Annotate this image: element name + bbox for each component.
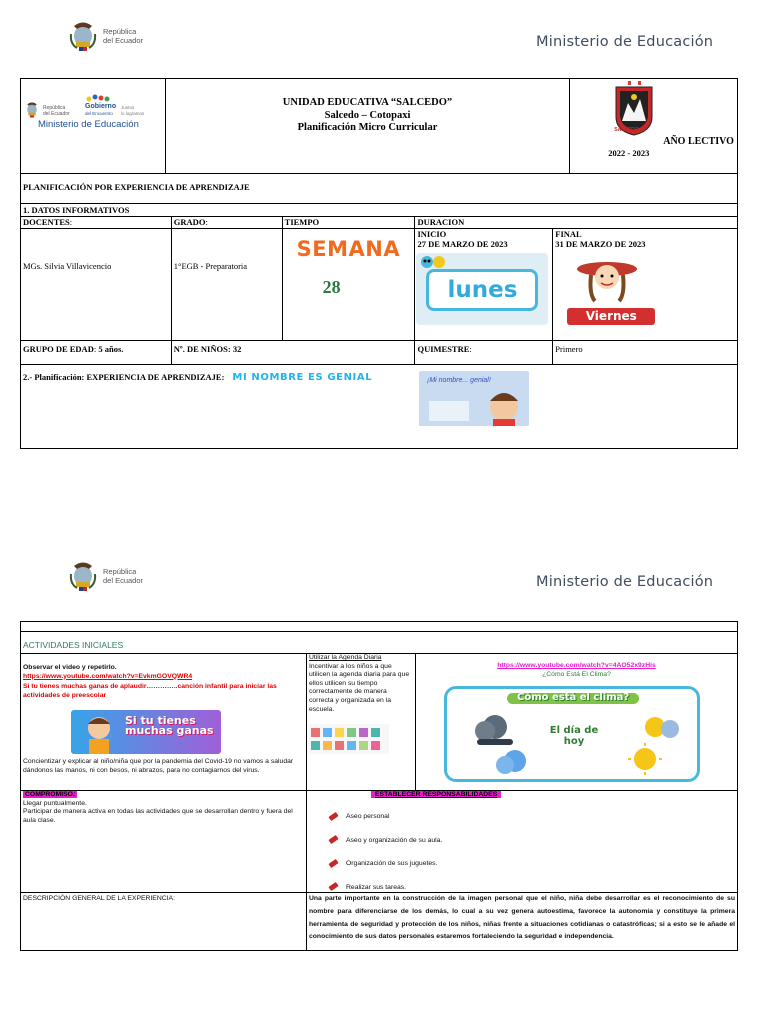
pencil-icon <box>328 835 338 844</box>
cartoon-child-icon <box>79 712 119 754</box>
ministerio-header: Ministerio de Educación <box>536 574 714 590</box>
compromiso-label: COMPROMISO: <box>25 791 76 798</box>
final-label: FINAL <box>555 229 582 239</box>
republica-label: República del Ecuador <box>103 27 144 45</box>
plan-title: PLANIFICACIÓN POR EXPERIENCIA DE APRENDIZAJE <box>21 174 738 204</box>
agenda-text: Incentivar a los niños a que utilicen la agenda diaria para que ellos utilicen su tiempo correctamente de manera correcta y organizada en la escuela. <box>309 662 410 713</box>
experiencia-cell <box>21 365 738 449</box>
viernes-girl-icon <box>571 255 643 315</box>
responsabilidad-item: Aseo y organización de su aula. <box>329 837 735 846</box>
agenda-title: Utilizar la Agenda Diaria <box>309 654 382 661</box>
ecuador-seal-icon <box>68 560 98 592</box>
school-name: UNIDAD EDUCATIVA “SALCEDO” <box>282 97 453 108</box>
ministerio-header: Ministerio de Educación <box>536 34 714 50</box>
semana-label: SEMANA <box>296 237 401 261</box>
compromiso-cell <box>21 791 307 893</box>
planificacion-label: 2.- Planificación: EXPERIENCIA DE APRENDIZAJE: <box>23 372 225 382</box>
actividades-title: ACTIVIDADES INICIALES <box>21 632 738 654</box>
clima-image-center: El día de hoy <box>549 725 599 747</box>
duracion-label: DURACION <box>415 217 738 229</box>
page-header <box>0 540 768 610</box>
video-cell <box>21 654 307 791</box>
gobierno-sub-label: del Encuentro <box>85 111 113 116</box>
republica-label: República del Ecuador <box>43 105 70 117</box>
grado-value: 1°EGB - Preparatoria <box>171 229 282 341</box>
quimestre-cell: QUIMESTRE: <box>415 341 553 365</box>
clima-link[interactable]: https://www.youtube.com/watch?v=4AO52x9zHis <box>497 662 656 669</box>
video-link[interactable]: https://www.youtube.com/watch?v=EvkmGOVQWR4 <box>23 672 193 680</box>
viernes-label: Viernes <box>567 308 655 325</box>
video-thumbnail[interactable] <box>71 710 221 754</box>
republica-label: República del Ecuador <box>103 567 144 585</box>
gobierno-dots-icon <box>81 93 117 103</box>
page-header <box>0 0 768 70</box>
video-thumb-text: Si tu tienes muchas ganas <box>125 714 214 738</box>
clima-subtitle: ¿Cómo Está El Clima? <box>542 670 611 678</box>
clima-image <box>444 686 700 782</box>
ministry-logo-cell <box>21 79 166 174</box>
gobierno-label: Gobierno <box>85 103 117 110</box>
datos-title: 1. DATOS INFORMATIVOS <box>21 204 738 217</box>
emblem-label: SALCEDO <box>614 127 639 133</box>
grado-label: GRADO: <box>171 217 282 229</box>
school-location: Salcedo – Cotopaxi <box>324 109 411 121</box>
final-value: 31 DE MARZO DE 2023 <box>555 239 646 249</box>
lunes-text: lunes <box>426 269 538 311</box>
pencil-icon <box>328 812 338 821</box>
concientizar-text: Concientizar y explicar al niño/niña que por la pandemia del Covid-19 no vamos a saludar dándonos las manos, ni con besos, ni abrazos, para no contagiarnos del virus. <box>23 758 294 774</box>
responsabilidades-cell <box>307 791 738 893</box>
semana-number: 28 <box>322 277 341 297</box>
quimestre-value: Primero <box>553 341 738 365</box>
descripcion-label-cell <box>21 893 307 951</box>
school-title-cell <box>165 79 569 174</box>
clima-image-title: Cómo está el clima? <box>507 693 639 704</box>
responsabilidades-label: ESTABLECER RESPONSABILIDADES <box>371 791 501 798</box>
lunes-image <box>416 253 548 325</box>
juntos-label: Juntos lo logramos <box>121 105 145 116</box>
clima-cell <box>416 654 738 791</box>
planning-header-table <box>20 78 738 174</box>
inicio-label: INICIO <box>417 229 447 239</box>
ecuador-seal-icon <box>68 20 98 52</box>
responsabilidad-item: Realizar sus tareas. <box>329 884 735 893</box>
cancion-text: Si tu tienes muchas ganas de aplaudir…………..canción infantil para iniciar las actividades de preescolar <box>23 683 277 699</box>
document-page-2 <box>0 540 768 1024</box>
actividades-table <box>20 621 738 951</box>
owl-icon <box>420 255 446 269</box>
plan-type: Planificación Micro Curricular <box>297 122 438 133</box>
responsabilidad-item: Organización de sus juguetes. <box>329 860 735 869</box>
experiencia-image <box>419 371 529 426</box>
ministerio-label: Ministerio de Educación <box>38 119 139 130</box>
experiencia-title: MI NOMBRE ES GENIAL <box>232 372 373 383</box>
descripcion-text: Una parte importante en la construcción de la imagen personal que el niño, niña debe desarrollar es el reconocimiento de su nombre para diferenciarse de los demás, lo cual a su vez genera autoestima, favorece la autonomía y constituye la primera herramienta de seguridad y protección de los niños, niñas frente a situaciones cotidianas o catastróficas; si a esto se le añade el conocimiento de sus datos personales estaremos fortaleciendo la seguridad e independencia. <box>307 893 738 951</box>
agenda-cell <box>307 654 416 791</box>
pencil-icon <box>328 882 338 891</box>
responsabilidad-item: Aseo personal <box>329 813 735 822</box>
anio-lectivo-label: AÑO LECTIVO <box>663 136 734 147</box>
inicio-value: 27 DE MARZO DE 2023 <box>417 239 508 249</box>
grupo-edad-cell: GRUPO DE EDAD: 5 años. <box>21 341 172 365</box>
docentes-label: DOCENTES: <box>21 217 172 229</box>
observar-text: Observar el video y repetirlo. <box>23 664 117 671</box>
inicio-cell <box>415 229 553 341</box>
ecuador-seal-icon <box>24 101 40 118</box>
tiempo-label: TIEMPO <box>282 217 415 229</box>
descripcion-label: DESCRIPCIÓN GENERAL DE LA EXPERIENCIA: <box>23 895 175 903</box>
datos-table <box>20 173 738 449</box>
anio-lectivo-value: 2022 - 2023 <box>608 148 650 158</box>
docente-value: MGs. Silvia Villavicencio <box>21 229 172 341</box>
compromiso-item-1: Llegar puntualmente. <box>23 799 87 807</box>
final-cell <box>553 229 738 341</box>
document-page-1 <box>0 0 768 500</box>
school-year-cell <box>570 79 738 174</box>
compromiso-item-2: Participar de manera activa en todas las actividades que se desarrollan dentro y fuera del aula clase. <box>23 808 293 824</box>
experiencia-image-caption: ¡Mi nombre... genial! <box>427 377 491 384</box>
ninos-cell: Nº. DE NIÑOS: 32 <box>171 341 415 365</box>
agenda-chart-icon <box>309 724 389 754</box>
pencil-icon <box>328 859 338 868</box>
semana-cell <box>282 229 415 341</box>
